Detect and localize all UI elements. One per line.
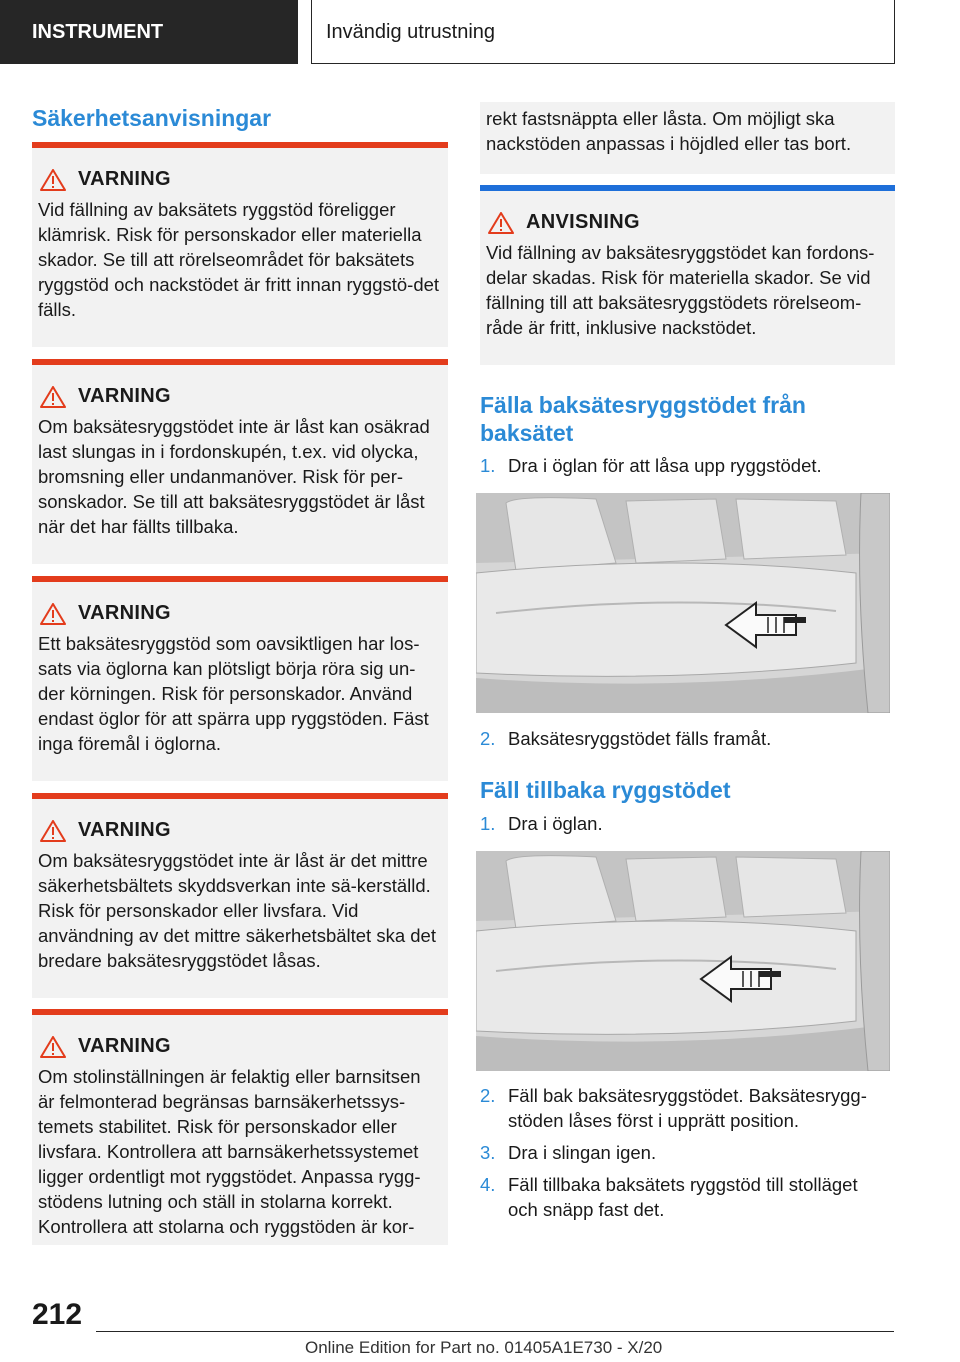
step-text: Fäll tillbaka baksätets ryggstöd till stolläget och snäpp fast det. [508, 1174, 858, 1220]
list-item [480, 811, 895, 836]
list-item [480, 453, 895, 478]
warning-box-3 [32, 576, 448, 781]
warning-bar [32, 793, 448, 799]
fold-steps-b [480, 726, 895, 751]
return-title: Fäll tillbaka ryggstödet [480, 777, 731, 803]
warning-triangle-icon [40, 169, 66, 191]
step-text: Fäll bak baksätesryggstödet. Baksätesrygg-stöden låses först i upprätt position. [508, 1085, 867, 1131]
step-number: 1. [480, 813, 496, 834]
warning-box-5 [32, 1009, 448, 1245]
step-text: Dra i slingan igen. [508, 1142, 657, 1163]
warning-box-1 [32, 142, 448, 347]
seat-illustration-svg [476, 493, 890, 713]
warning-triangle-icon [40, 820, 66, 842]
step-number: 2. [480, 728, 496, 749]
list-item [480, 1140, 895, 1165]
warning-text: Om baksätesryggstödet inte är låst kan osäkrad last slungas in i fordonskupén, t.ex. vid olycka, bromsning eller undanmanöver. Risk för per-sonskador. Se till att baksätesryggstödet är låst när det har fällts tillbaka. [38, 416, 430, 537]
fold-title [480, 391, 806, 447]
warning-text: Ett baksätesryggstöd som oavsiktligen har los-sats via öglorna kan plötsligt börja röra sig un-der körningen. Risk för personskador. Använd endast öglor för att spärra upp ryggstöden. Fäst inga föremål i öglorna. [38, 633, 429, 754]
warning-box-4 [32, 793, 448, 998]
safety-title: Säkerhetsanvisningar [32, 105, 272, 131]
warning-bar [32, 576, 448, 582]
warning-label: VARNING [78, 385, 171, 407]
warning-label: VARNING [78, 602, 171, 624]
return-steps-a [480, 811, 895, 836]
step-number: 2. [480, 1085, 496, 1106]
page-number: 212 [32, 1298, 83, 1331]
step-number: 1. [480, 455, 496, 476]
step-number: 4. [480, 1174, 496, 1195]
header-section: INSTRUMENT [0, 0, 298, 64]
warning-bar [32, 359, 448, 365]
list-item [480, 726, 895, 751]
footer-divider [96, 1331, 894, 1332]
fold-title-line-1: Fälla baksätesryggstödet från [480, 392, 806, 418]
warning-label: VARNING [78, 1035, 171, 1057]
step-text: Dra i öglan för att låsa upp ryggstödet. [508, 455, 822, 476]
warning-box-2 [32, 359, 448, 564]
warning-triangle-icon [40, 603, 66, 625]
seat-illustration [476, 851, 890, 1071]
header-subsection: Invändig utrustning [311, 0, 895, 64]
warning-label: VARNING [78, 819, 171, 841]
warning-triangle-icon [488, 212, 514, 234]
list-item [480, 1172, 895, 1222]
warning-triangle-icon [40, 386, 66, 408]
warning-bar [32, 142, 448, 148]
page-header [0, 0, 960, 66]
step-number: 3. [480, 1142, 496, 1163]
continuation-text: rekt fastsnäppta eller låsta. Om möjligt ska nackstöden anpassas i höjdled eller tas bort. [486, 108, 852, 154]
notice-label: ANVISNING [526, 211, 640, 233]
notice-box [480, 185, 895, 365]
warning-text: Om baksätesryggstödet inte är låst är det mittre säkerhetsbältets skyddsverkan inte sä-kerställd. Risk för personskador eller livsfara. Vid användning av det mittre säkerhetsbältet ska det bredare baksätesryggstödet låsas. [38, 850, 436, 971]
warning-bar [32, 1009, 448, 1015]
notice-text: Vid fällning av baksätesryggstödet kan fordons-delar skadas. Risk för materiella skador. Se vid fällning till att baksätesryggstödets rörelseom-råde är fritt, inklusive nackstödet. [486, 242, 875, 338]
step-text: Baksätesryggstödet fälls framåt. [508, 728, 772, 749]
list-item [480, 1083, 895, 1133]
warning-text: Vid fällning av baksätets ryggstöd föreligger klämrisk. Risk för personskador eller materiella skador. Se till att rörelseområdet för baksätets ryggstöd och nackstödet är fritt innan ryggstö-det fälls. [38, 199, 440, 320]
fold-steps-a [480, 453, 895, 478]
warning-triangle-icon [40, 1036, 66, 1058]
notice-bar [480, 185, 895, 191]
step-text: Dra i öglan. [508, 813, 603, 834]
edition-note: Online Edition for Part no. 01405A1E730 - X/20 [305, 1338, 663, 1357]
return-steps-b [480, 1083, 895, 1222]
seat-illustration [476, 493, 890, 713]
warning-text: Om stolinställningen är felaktig eller barnsitsen är felmonterad begränsas barnsäkerhetssys-temets stabilitet. Risk för personskador eller livsfara. Kontrollera att barnsäkerhetssystemet ligger ordentligt mot ryggstödet. Anpassa rygg-stödens lutning och ställ in stolarna korrekt. Kontrollera att stolarna och ryggstöden är kor- [38, 1066, 421, 1237]
continuation-box [480, 102, 895, 174]
warning-label: VARNING [78, 168, 171, 190]
seat-illustration-svg [476, 851, 890, 1071]
fold-title-line-2: baksätet [480, 420, 574, 446]
